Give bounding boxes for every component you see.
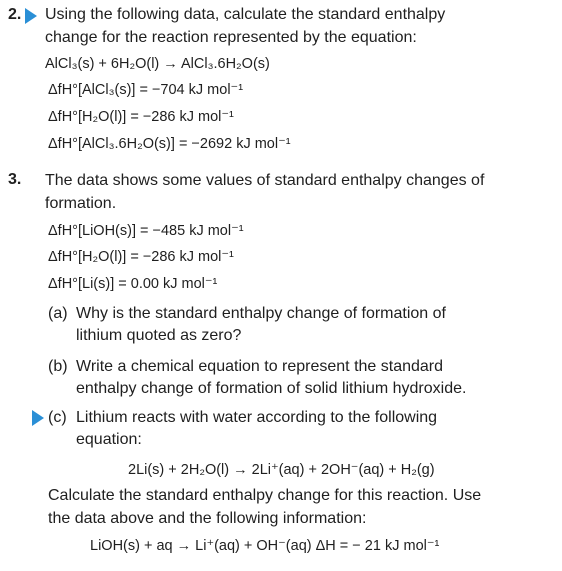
data-line: ΔfH°[AlCl₃.6H₂O(s)] = −2692 kJ mol⁻¹ (48, 136, 291, 152)
question-text: Using the following data, calculate the standard enthalpy (45, 6, 446, 23)
question-number: 2. (8, 6, 22, 23)
data-line: ΔfH°[H₂O(l)] = −286 kJ mol⁻¹ (48, 109, 234, 125)
part-a-text: Why is the standard enthalpy change of formation of (76, 305, 446, 322)
part-c-label: (c) (48, 409, 67, 426)
play-arrow-icon (32, 410, 44, 426)
data-line: ΔfH°[LiOH(s)] = −485 kJ mol⁻¹ (48, 223, 244, 239)
play-arrow-icon (25, 8, 37, 24)
question-text: The data shows some values of standard enthalpy changes of (45, 172, 485, 189)
part-a-label: (a) (48, 305, 68, 322)
reaction-equation: LiOH(s) + aq → Li⁺(aq) + OH⁻(aq) ΔH = − 21 kJ mol⁻¹ (90, 538, 440, 554)
data-line: ΔfH°[Li(s)] = 0.00 kJ mol⁻¹ (48, 276, 218, 292)
question-number: 3. (8, 171, 22, 188)
question-text: formation. (45, 195, 117, 212)
question-text: change for the reaction represented by the equation: (45, 29, 417, 46)
part-b-text: enthalpy change of formation of solid lithium hydroxide. (76, 380, 467, 397)
reaction-equation: AlCl₃(s) + 6H₂O(l) → AlCl₃.6H₂O(s) (45, 56, 270, 72)
part-c-text: Calculate the standard enthalpy change for this reaction. Use (48, 487, 482, 504)
data-line: ΔfH°[AlCl₃(s)] = −704 kJ mol⁻¹ (48, 82, 244, 98)
reaction-equation: 2Li(s) + 2H₂O(l) → 2Li⁺(aq) + 2OH⁻(aq) + H₂(g) (128, 462, 435, 478)
part-b-text: Write a chemical equation to represent the standard (76, 358, 444, 375)
part-c-text: Lithium reacts with water according to the following (76, 409, 438, 426)
part-a-text: lithium quoted as zero? (76, 327, 242, 344)
part-b-label: (b) (48, 358, 68, 375)
data-line: ΔfH°[H₂O(l)] = −286 kJ mol⁻¹ (48, 249, 234, 265)
part-c-text: the data above and the following information: (48, 510, 367, 527)
part-c-text: equation: (76, 431, 142, 448)
